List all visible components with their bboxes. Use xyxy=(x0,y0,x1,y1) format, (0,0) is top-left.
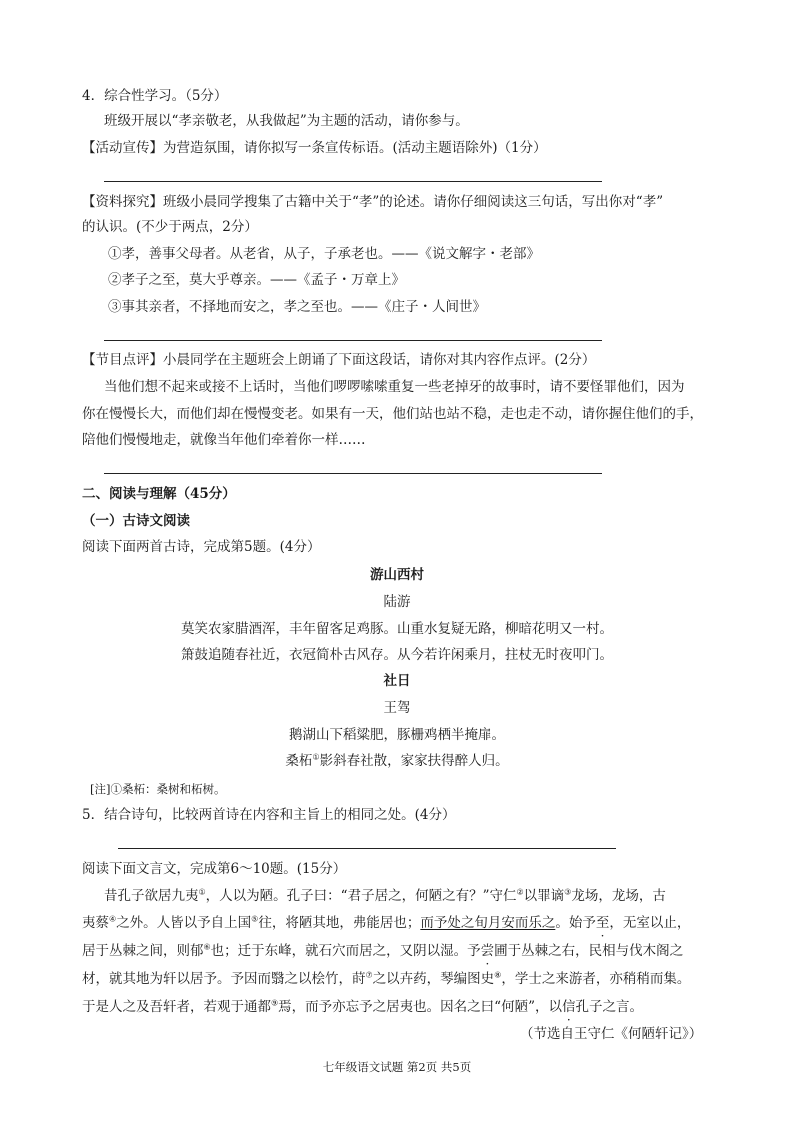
section-2-title: 二、阅读与理解（45分） xyxy=(82,486,236,502)
classical-source: （节选自王守仁《何陋轩记》） xyxy=(520,1026,703,1042)
passage-line-2: 你在慢慢长大，而他们却在慢慢变老。如果有一天，他们站也站不稳，走也走不动，请你握住他们的手， xyxy=(82,406,703,422)
poem-2-line-2: 桑柘①影斜春社散，家家扶得醉人归。 xyxy=(285,752,509,769)
q5-prompt: 5．结合诗句，比较两首诗在内容和主旨上的相同之处。(4分） xyxy=(82,807,456,823)
q4-intro: 班级开展以“孝亲敬老，从我做起”为主题的活动，请你参与。 xyxy=(104,113,469,129)
poem-1-line-1: 莫笑农家腊酒浑，丰年留客足鸡豚。山重水复疑无路，柳暗花明又一村。 xyxy=(181,621,613,637)
poems-instruction: 阅读下面两首古诗，完成第5题。(4分） xyxy=(82,539,321,555)
poem-2-line-1: 鹅湖山下稻粱肥，豚栅鸡栖半掩扉。 xyxy=(289,727,505,743)
page-footer: 七年级语文试题 第2页 共5页 xyxy=(322,1060,472,1074)
classical-line-2: 夷蔡④之外。人皆以予自上国⑤往，将陋其地，弗能居也；而予处之旬月安而乐之。始予至，无室以止， xyxy=(82,914,691,931)
q4-title: 4．综合性学习。（5分） xyxy=(82,88,228,104)
classical-instruction: 阅读下面文言文，完成第6～10题。(15分） xyxy=(82,861,347,877)
quote-1: ①孝，善事父母者。从老省，从子，子承老也。——《说文解字・老部》 xyxy=(108,246,540,262)
subsection-1-title: （一）古诗文阅读 xyxy=(82,513,190,529)
answer-line-3[interactable] xyxy=(104,473,602,474)
passage-line-3: 陪他们慢慢地走，就像当年他们牵着你一样…… xyxy=(82,432,366,448)
quote-3: ③事其亲者，不择地而安之，孝之至也。——《庄子・人间世》 xyxy=(108,299,486,315)
classical-line-5: 于是人之及吾轩者，若观于通都⑨焉，而予亦忘予之居夷也。因名之曰“何陋”，以信孔子之言。 xyxy=(82,998,643,1015)
poem-2-note: [注]①桑柘：桑树和柘树。 xyxy=(90,782,226,796)
answer-line-1[interactable] xyxy=(104,181,602,182)
quote-2: ②孝子之至，莫大乎尊亲。——《孟子・万章上》 xyxy=(108,272,405,288)
dotted-char-chang: 尝 xyxy=(480,943,495,959)
poem-2-title: 社日 xyxy=(383,673,411,689)
dotted-char-zhi: 至 xyxy=(595,915,610,931)
classical-line-1: 昔孔子欲居九夷①，人以为陋。孔子曰：“君子居之，何陋之有？”守仁②以罪谪③龙场，龙场，古 xyxy=(104,887,666,904)
q4-part2-prompt: 【资料探究】班级小晨同学搜集了古籍中关于“孝”的论述。请你仔细阅读这三句话，写出你对“孝” xyxy=(82,194,664,210)
classical-line-3: 居于丛棘之间，则郁⑥也；迁于东峰，就石穴而居之，又阴以湿。予尝圃于丛棘之右，民相与伐木阁之 xyxy=(82,942,684,959)
answer-line-4[interactable] xyxy=(118,848,616,849)
q4-part3-prompt: 【节目点评】小晨同学在主题班会上朗诵了下面这段话，请你对其内容作点评。(2分） xyxy=(82,352,596,368)
poem-1-author: 陆游 xyxy=(383,594,411,610)
q4-part1-prompt: 【活动宣传】为营造氛围，请你拟写一条宣传标语。(活动主题语除外)（1分） xyxy=(82,140,547,156)
classical-line-4: 材，就其地为轩以居予。予因而翳之以桧竹，莳⑦之以卉药，琴编图史⑧，学士之来游者，亦稍稍而集。 xyxy=(82,970,691,987)
poem-2-author: 王驾 xyxy=(383,700,411,716)
dotted-char-xin: 信 xyxy=(561,999,576,1015)
q4-part2-prompt-cont: 的认识。(不少于两点，2分） xyxy=(82,219,258,235)
underlined-sentence: 而予处之旬月安而乐之 xyxy=(420,915,556,931)
passage-line-1: 当他们想不起来或接不上话时，当他们啰啰嗦嗦重复一些老掉牙的故事时，请不要怪罪他们，因为 xyxy=(104,379,685,395)
poem-1-title: 游山西村 xyxy=(370,567,424,583)
poem-1-line-2: 箫鼓追随春社近，衣冠简朴古风存。从今若许闲乘月，拄杖无时夜叩门。 xyxy=(181,647,613,663)
answer-line-2[interactable] xyxy=(104,340,602,341)
